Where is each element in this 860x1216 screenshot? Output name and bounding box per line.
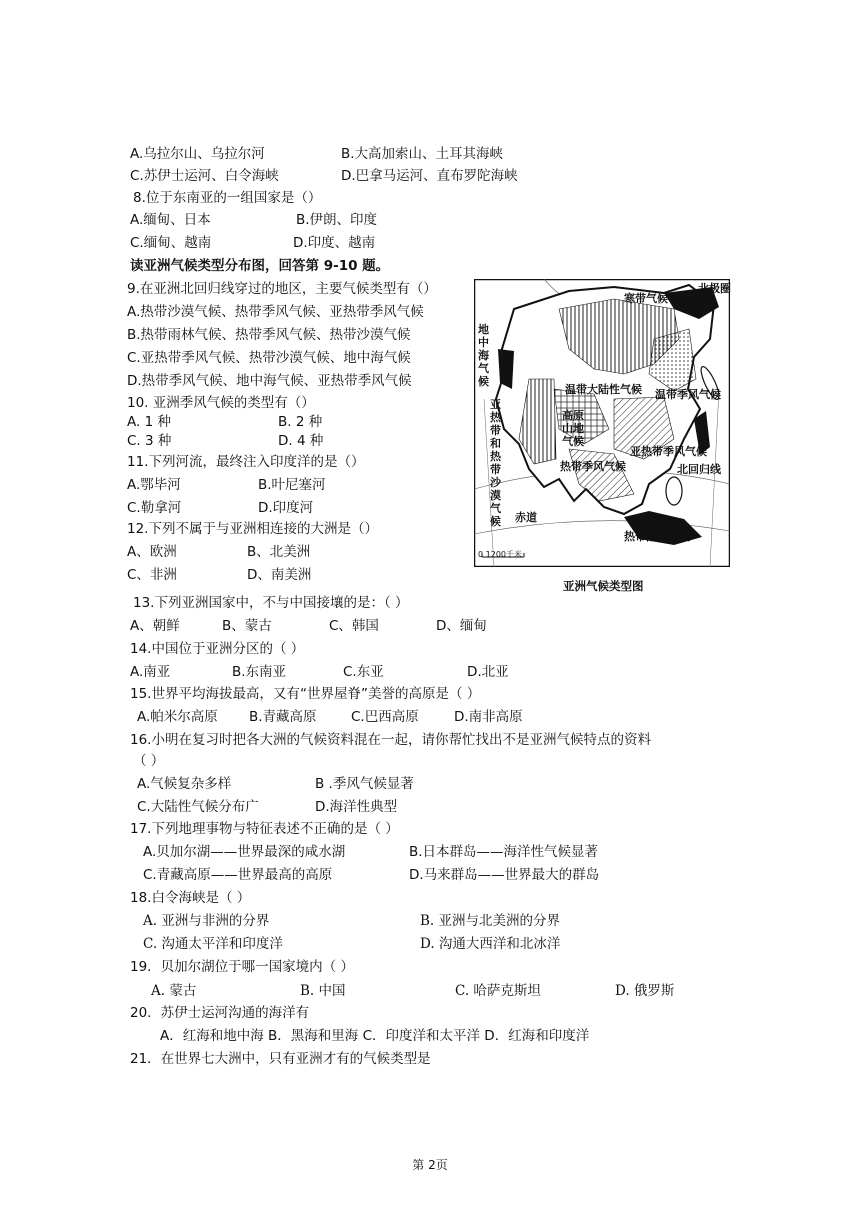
map-caption: 亚洲气候类型图 xyxy=(563,579,644,593)
label-equator: 赤道 xyxy=(515,511,537,524)
q17-option-b: B.日本群岛——海洋性气候显著 xyxy=(409,844,599,860)
q13-option-c: C、韩国 xyxy=(329,618,379,634)
label-arctic-circle: 北极圈 xyxy=(698,282,731,295)
q8-option-b: B.伊朗、印度 xyxy=(296,212,378,228)
q19-option-c: C. 哈萨克斯坦 xyxy=(455,983,541,999)
q9-stem: 9.在亚洲北回归线穿过的地区，主要气候类型有（） xyxy=(127,281,437,297)
q13-option-a: A、朝鲜 xyxy=(130,618,180,634)
q21-stem: 21．在世界七大洲中，只有亚洲才有的气候类型是 xyxy=(130,1051,431,1067)
q12-option-d: D、南美洲 xyxy=(247,567,312,583)
q19-option-d: D. 俄罗斯 xyxy=(615,983,675,999)
label-temperate-continental: 温带大陆性气候 xyxy=(565,383,642,396)
q13-stem: 13.下列亚洲国家中，不与中国接壤的是：（ ） xyxy=(133,595,409,611)
q15-stem: 15.世界平均海拔最高，又有“世界屋脊”美誉的高原是（ ） xyxy=(130,686,481,702)
q17-stem: 17.下列地理事物与特征表述不正确的是（ ） xyxy=(130,821,399,837)
q18-stem: 18.白令海峡是（ ） xyxy=(130,890,251,906)
q9-option-b: B.热带雨林气候、热带季风气候、热带沙漠气候 xyxy=(127,327,411,343)
mediterranean-dark xyxy=(498,349,514,389)
q12-option-b: B、北美洲 xyxy=(247,544,311,560)
q9-option-d: D.热带季风气候、地中海气候、亚热带季风气候 xyxy=(127,373,412,389)
q10-option-c: C. 3 种 xyxy=(127,433,172,449)
q10-stem: 10. 亚洲季风气候的类型有（） xyxy=(127,395,315,411)
q15-option-a: A.帕米尔高原 xyxy=(137,709,218,725)
q9-option-a: A.热带沙漠气候、热带季风气候、亚热带季风气候 xyxy=(127,304,424,320)
q16-stem: 16.小明在复习时把各大洲的气候资料混在一起，请你帮忙找出不是亚洲气候特点的资料 xyxy=(130,732,651,748)
label-temperate-monsoon: 温带季风气候 xyxy=(655,388,721,401)
section-intro: 读亚洲气候类型分布图，回答第 9-10 题。 xyxy=(130,258,390,274)
q10-option-d: D. 4 种 xyxy=(278,433,324,449)
q11-option-c: C.勒拿河 xyxy=(127,500,182,516)
q16-option-b: B .季风气候显著 xyxy=(315,776,414,792)
q16-paren: （ ） xyxy=(133,753,165,769)
q19-option-a: A. 蒙古 xyxy=(151,983,197,999)
q17-option-a: A.贝加尔湖——世界最深的咸水湖 xyxy=(143,844,346,860)
q13-option-b: B、蒙古 xyxy=(222,618,272,634)
q14-option-b: B.东南亚 xyxy=(232,664,287,680)
label-cold: 寒带气候 xyxy=(624,292,668,305)
q7-option-b: B.大高加索山、土耳其海峡 xyxy=(341,146,504,162)
q14-option-d: D.北亚 xyxy=(467,664,509,680)
q11-option-b: B.叶尼塞河 xyxy=(258,477,326,493)
q8-stem: 8.位于东南亚的一组国家是（） xyxy=(133,190,322,206)
q16-option-a: A.气候复杂多样 xyxy=(137,776,232,792)
q14-stem: 14.中国位于亚洲分区的（ ） xyxy=(130,641,305,657)
q18-option-a: A. 亚洲与非洲的分界 xyxy=(143,913,270,929)
q19-option-b: B. 中国 xyxy=(300,983,346,999)
q12-option-a: A、欧洲 xyxy=(127,544,177,560)
q12-stem: 12.下列不属于与亚洲相连接的大洲是（） xyxy=(127,521,378,537)
q7-option-d: D.巴拿马运河、直布罗陀海峡 xyxy=(341,168,518,184)
q9-option-c: C.亚热带季风气候、热带沙漠气候、地中海气候 xyxy=(127,350,411,366)
q11-stem: 11.下列河流，最终注入印度洋的是（） xyxy=(127,454,365,470)
label-rainforest: 热带雨林气候 xyxy=(624,530,690,543)
q20-options: A．红海和地中海 B．黑海和里海 C．印度洋和太平洋 D．红海和印度洋 xyxy=(160,1028,590,1044)
q11-option-d: D.印度河 xyxy=(258,500,314,516)
q12-option-c: C、非洲 xyxy=(127,567,177,583)
q7-option-c: C.苏伊士运河、白令海峡 xyxy=(130,168,279,184)
label-subtropical-desert: 亚热带和热带沙漠气候 xyxy=(490,398,501,528)
label-mediterranean: 地中海气候 xyxy=(478,323,489,388)
q11-option-a: A.鄂毕河 xyxy=(127,477,181,493)
q14-option-c: C.东亚 xyxy=(343,664,384,680)
q13-option-d: D、缅甸 xyxy=(436,618,487,634)
q15-option-c: C.巴西高原 xyxy=(351,709,419,725)
q10-option-b: B. 2 种 xyxy=(278,414,323,430)
label-tropical-monsoon: 热带季风气候 xyxy=(560,460,626,473)
q19-stem: 19．贝加尔湖位于哪一国家境内（ ） xyxy=(130,959,354,975)
label-tropic-of-cancer: 北回归线 xyxy=(677,463,721,476)
q17-option-d: D.马来群岛——世界最大的群岛 xyxy=(409,867,600,883)
q10-option-a: A. 1 种 xyxy=(127,414,171,430)
q15-option-d: D.南非高原 xyxy=(454,709,523,725)
label-highland: 高原山地气候 xyxy=(562,409,584,448)
page-number: 第 2页 xyxy=(412,1158,448,1172)
q18-option-c: C. 沟通太平洋和印度洋 xyxy=(143,936,283,952)
q15-option-b: B.青藏高原 xyxy=(249,709,317,725)
q16-option-d: D.海洋性典型 xyxy=(315,799,398,815)
label-subtropical-monsoon: 亚热带季风气候 xyxy=(630,445,707,458)
q16-option-c: C.大陆性气候分布广 xyxy=(137,799,259,815)
q20-stem: 20．苏伊士运河沟通的海洋有 xyxy=(130,1005,310,1021)
q8-option-a: A.缅甸、日本 xyxy=(130,212,211,228)
q17-option-c: C.青藏高原——世界最高的高原 xyxy=(143,867,333,883)
q14-option-a: A.南亚 xyxy=(130,664,171,680)
q18-option-d: D. 沟通大西洋和北冰洋 xyxy=(420,936,561,952)
q18-option-b: B. 亚洲与北美洲的分界 xyxy=(420,913,561,929)
q8-option-c: C.缅甸、越南 xyxy=(130,235,212,251)
asia-climate-map xyxy=(474,279,730,567)
map-scale-label: 0 1200千米 xyxy=(478,550,522,559)
q7-option-a: A.乌拉尔山、乌拉尔河 xyxy=(130,146,265,162)
q8-option-d: D.印度、越南 xyxy=(293,235,376,251)
